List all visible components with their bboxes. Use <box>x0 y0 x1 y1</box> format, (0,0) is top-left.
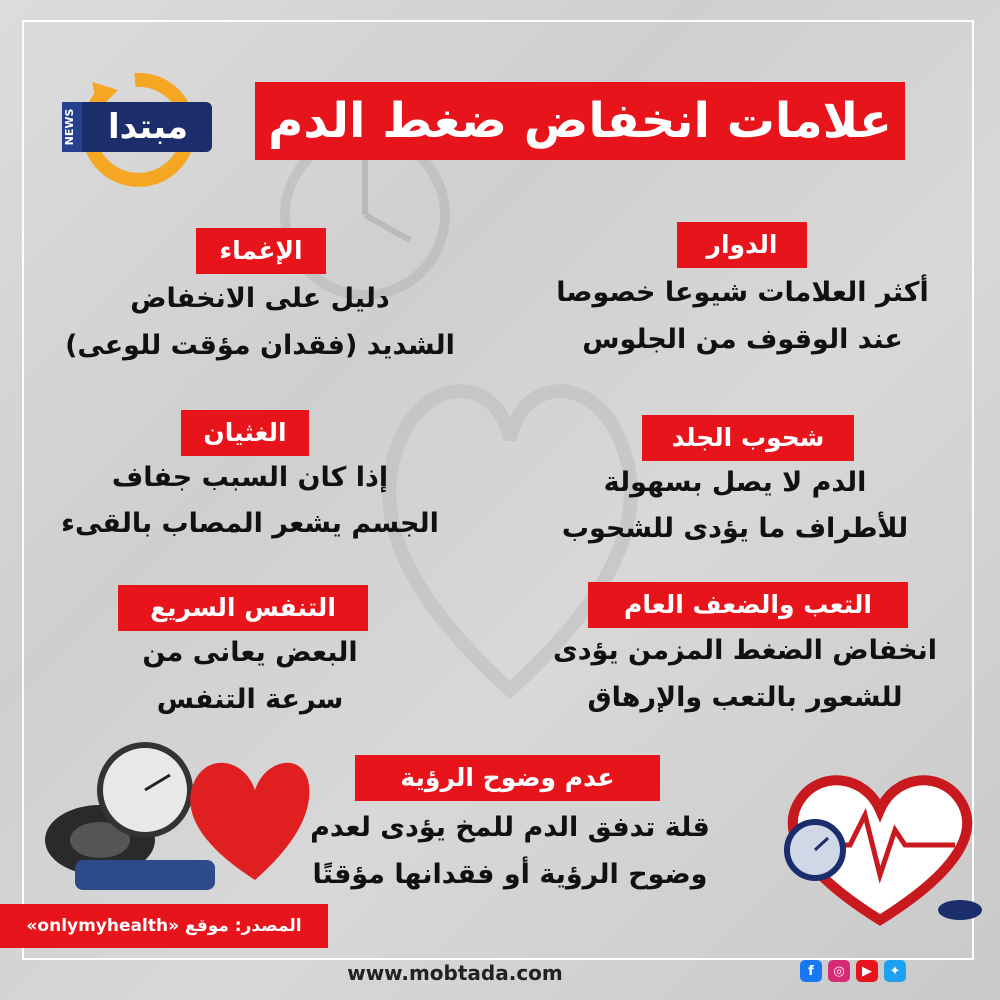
item-label-pale-skin: شحوب الجلد <box>642 415 854 461</box>
item-desc-nausea-1: إذا كان السبب جفاف <box>111 462 389 493</box>
blood-pressure-monitor-icon <box>30 730 310 900</box>
item-desc-rapid-breathing-2: سرعة التنفس <box>156 684 344 715</box>
logo-news-text: NEWS <box>63 108 76 146</box>
item-label-fainting: الإغماء <box>196 228 326 274</box>
item-label-fatigue: التعب والضعف العام <box>588 582 908 628</box>
item-label-dizziness: الدوار <box>677 222 807 268</box>
item-desc-fainting-1: دليل على الانخفاض <box>130 283 390 314</box>
item-desc-dizziness-2: عند الوقوف من الجلوس <box>582 324 903 355</box>
item-desc-pale-skin-2: للأطراف ما يؤدى للشحوب <box>561 513 909 544</box>
youtube-icon[interactable]: ▶ <box>856 960 878 982</box>
facebook-icon[interactable]: f <box>800 960 822 982</box>
item-desc-fainting-2: الشديد (فقدان مؤقت للوعى) <box>65 330 455 361</box>
item-desc-rapid-breathing-1: البعض يعانى من <box>142 637 358 668</box>
item-desc-dizziness-1: أكثر العلامات شيوعا خصوصا <box>556 277 929 308</box>
mobtada-logo <box>40 60 230 190</box>
item-desc-fatigue-1: انخفاض الضغط المزمن يؤدى <box>552 635 938 666</box>
item-desc-blurred-vision-1: قلة تدفق الدم للمخ يؤدى لعدم <box>310 812 710 843</box>
source-badge: المصدر: موقع «onlymyhealth» <box>0 904 328 948</box>
page-title: علامات انخفاض ضغط الدم <box>255 82 905 160</box>
item-desc-pale-skin-1: الدم لا يصل بسهولة <box>603 467 867 498</box>
item-desc-blurred-vision-2: وضوح الرؤية أو فقدانها مؤقتًا <box>312 859 708 890</box>
footer-website[interactable]: www.mobtada.com <box>347 961 563 985</box>
social-icons <box>800 960 906 984</box>
item-desc-fatigue-2: للشعور بالتعب والإرهاق <box>587 682 903 713</box>
heart-ecg-icon <box>770 760 990 930</box>
item-label-rapid-breathing: التنفس السريع <box>118 585 368 631</box>
item-desc-nausea-2: الجسم يشعر المصاب بالقىء <box>61 508 439 539</box>
instagram-icon[interactable]: ◎ <box>828 960 850 982</box>
item-label-nausea: الغثيان <box>181 410 309 456</box>
twitter-icon[interactable]: ✦ <box>884 960 906 982</box>
logo-text: مبتدا <box>107 107 189 147</box>
item-label-blurred-vision: عدم وضوح الرؤية <box>355 755 660 801</box>
